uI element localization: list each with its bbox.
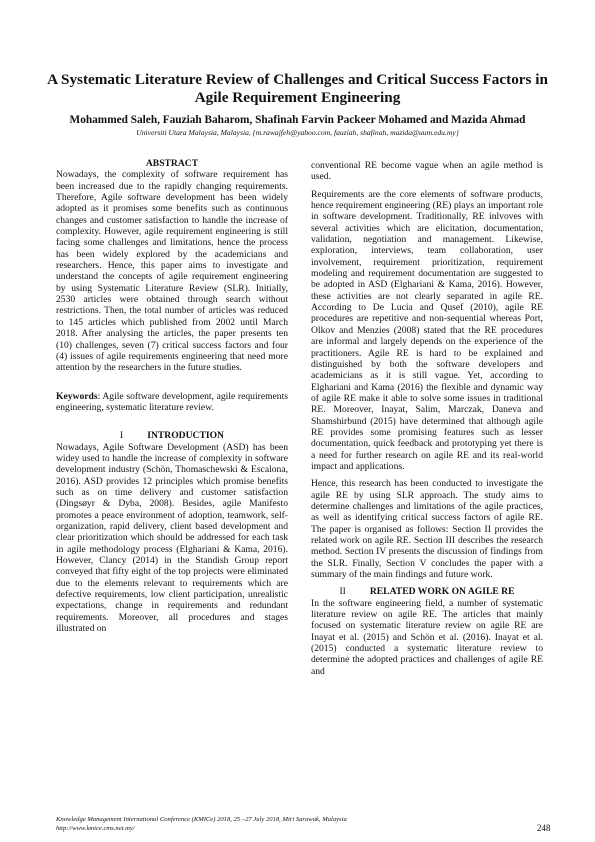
paper-authors: Mohammed Saleh, Fauziah Baharom, Shafinah Farvin Packeer Mohamed and Mazida Ahmad (69, 114, 526, 126)
keywords-text: : Agile software development, agile requirements engineering, systematic literature review. (56, 390, 288, 413)
abstract-text: Nowadays, the complexity of software requirement has been increased due to the rapidly changing requirements. Therefore, Agile software development has been widely adopted as it promises some benefits such as continuous changes and customer satisfaction to handle the increase of complexity. However, agile requirement engineering is still facing some challenges and limitations, hence the process has been widely explored by the academicians and researchers. Hence, this paper aims to investigate and understand the concepts of agile requirement engineering by using Systematic Literature Review (SLR). Initially, 2530 articles were obtained through search without restrictions. Then, the total number of articles was reduced to 145 articles which published from 2002 until March 2018. After analysing the articles, the paper presents ten (10) challenges, seven (7) critical success factors and four (4) issues of agile requirements engineering that need more attention by the researchers in the future studies. (56, 169, 288, 374)
section-2-number: II (339, 586, 346, 598)
footer-url[interactable]: http://www.kmice.cms.net.my/ (56, 825, 135, 832)
section-2-heading (311, 586, 543, 597)
section-1-number: I (120, 430, 124, 442)
page-number: 248 (537, 823, 551, 833)
abstract-heading: ABSTRACT (145, 158, 199, 169)
paper-affiliation: Universiti Utara Malaysia, Malaysia, {m.rawajfeh@yahoo.com, fauziah, shafinah, mazida@uum.edu.my} (136, 128, 459, 137)
section-2-title: RELATED WORK ON AGILE RE (369, 586, 515, 598)
keywords (56, 391, 288, 414)
section-1-paragraph-2: Requirements are the core elements of software products, hence requirement engineering (RE) plays an important role in software development. Traditionally, RE inlvoves with several activities which are elicitation, documentation, validation, negotiation and management. Likewise, exploration, interviews, team collaboration, user involvement, requirement prioritization, requirement modeling and requirement documentation are suggested to be adopted in ASD (Elghariani & Kama, 2016). However, these activities are not clearly separated in agile RE. According to De Lucia and Qusef (2010), agile RE procedures are repetitive and non-sequential whereas Port, Olkov and Menzies (2008) stated that the RE procedures are informal and largely depends on the experience of the practitioners. Agile RE is hard to be explained and distinguished by both the software developers and academicians as it is still vague. Yet, according to Elghariani and Kama (2016) the flexible and dynamic way of agile RE make it able to solve some issues in traditional RE. Moreover, Inayat, Salim, Marczak, Daneva and Shamshirbund (2015) have determined that although agile RE provides some promising features such as lesser documentation, quick feedback and prototyping yet there is a need for further research on agile RE and its real-world impact and applications. (311, 188, 543, 472)
page-footer (56, 815, 546, 833)
section-1-paragraph-1-continued: conventional RE become vague when an agile method is used. (311, 160, 543, 183)
section-1-paragraph-3: Hence, this research has been conducted to investigate the agile RE by using SLR approach. The study aims to determine challenges and limitations of the agile practices, as well as identifying critical success factors of agile RE. The paper is organised as follows: Section II provides the related work on agile RE. Section III describes the research method. Section IV presents the discussion of findings from the SLR. Finally, Section V concludes the paper with a summary of the main findings and future work. (311, 478, 543, 581)
section-1-title: INTRODUCTION (147, 430, 224, 442)
keywords-label: Keywords (56, 390, 98, 402)
section-1-heading (56, 430, 288, 441)
left-column (56, 158, 288, 640)
section-1-paragraph-1: Nowadays, Agile Software Development (ASD) has been widey used to handle the increase of complexity in software development industry (Schön, Thomaschewski & Escalona, 2016). ASD provides 12 principles which promise benefits such as on time delivery and customer satisfaction (Dingsøyr & Dyba, 2008). Besides, agile Manifesto promotes a peace environment of adoption, teamwork, self-organization, rapid delivery, client based development and clear prioritization which should be addressed for each task in agile methodology process (Elghariani & Kama, 2016). However, Clancy (2014) in the Standish Group report conveyed that fifty eight of the top projects were eliminated due to the elements relevant to requirements which are defective requirements, low client participation, unrealistic expectations, change in requirements and redundant requirements. Moreover, all procedures and stages illustrated on (56, 441, 288, 635)
section-2-paragraph-1: In the software engineering field, a number of systematic literature review on agile RE. The articles that mainly focused on systematic literature review on agile RE are Inayat et al. (2015) and Schön et al. (2016). Inayat et al. (2015) conducted a systematic literature review to determine the adopted practices and challenges of agile RE and (311, 597, 543, 677)
footer-conference: Knowledge Management International Conference (KMICe) 2018, 25 –27 July 2018, Miri Sarawak, Malaysia (56, 816, 347, 823)
right-column (311, 160, 543, 683)
paper-title: A Systematic Literature Review of Challenges and Critical Success Factors in Agile Requirement Engineering (47, 71, 548, 106)
